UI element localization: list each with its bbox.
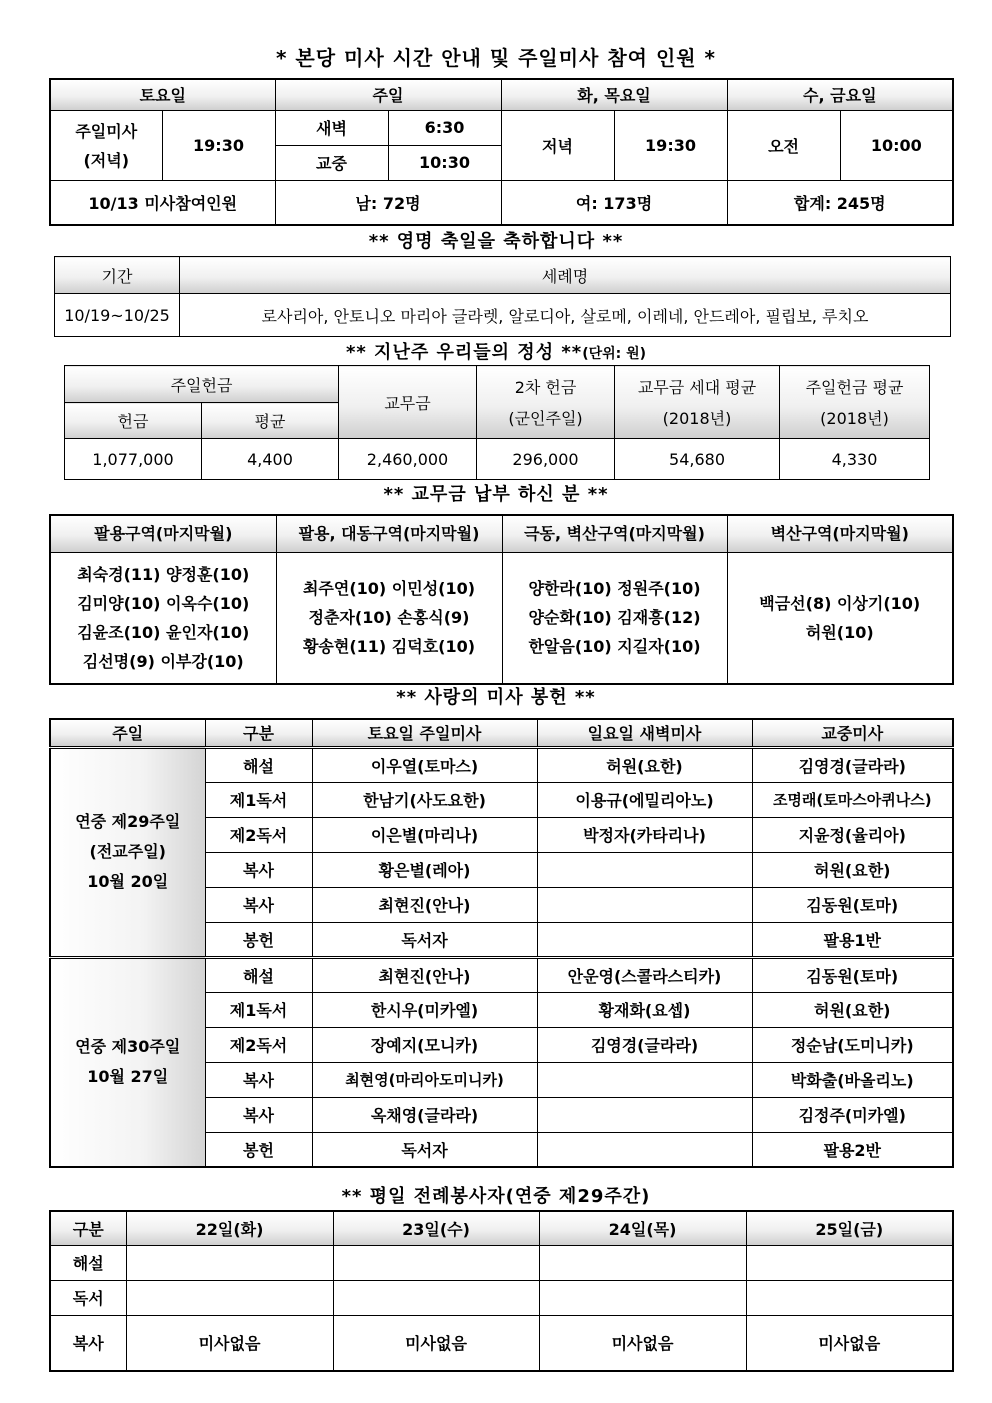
sat-cell: 최현진(안나): [312, 957, 537, 992]
weekday-header-day: 22일(화): [126, 1211, 333, 1245]
main-cell: 허원(요한): [752, 852, 953, 887]
payer-line: 김선명(9) 이부강(10): [82, 651, 244, 671]
district-payers: [276, 552, 502, 684]
sat-cell: 한시우(미카엘): [312, 992, 537, 1027]
dawn-cell: 허원(요한): [537, 747, 752, 782]
offering-heading-text: ** 지난주 우리들의 정성 **: [345, 342, 583, 363]
wed-fri-time: 10:00: [840, 110, 953, 180]
tue-thu-label: 저녁: [501, 110, 614, 180]
dawn-cell: [537, 852, 752, 887]
weekday-cell: [539, 1245, 746, 1280]
main-cell: 팔용2반: [752, 1132, 953, 1167]
sunday-offering-header: 주일헌금: [65, 366, 339, 403]
weekday-role: 해설: [50, 1245, 126, 1280]
role-cell: 복사: [205, 852, 312, 887]
dues-payers-heading: ** 교무금 납부 하신 분 **: [383, 484, 609, 505]
dawn-cell: 안운영(스콜라스티카): [537, 957, 752, 992]
weekday-header-day: 24일(목): [539, 1211, 746, 1245]
dues-header: 교무금: [339, 366, 477, 439]
week-label-line: 10월 27일: [87, 1067, 169, 1087]
role-cell: 제2독서: [205, 1027, 312, 1062]
payer-line: 한알음(10) 지길자(10): [528, 637, 701, 657]
main-cell: 김영경(글라라): [752, 747, 953, 782]
ministry-header-main: 교중미사: [752, 719, 953, 747]
weekday-header-day: 25일(금): [746, 1211, 953, 1245]
payer-line: 양순화(10) 김재흥(12): [528, 608, 701, 628]
sunday-dawn-time: 6:30: [388, 110, 501, 145]
cash-header: 헌금: [65, 403, 202, 439]
ministry-heading: ** 사랑의 미사 봉헌 **: [396, 687, 596, 708]
feast-period: 10/19~10/25: [55, 294, 180, 337]
role-cell: 해설: [205, 747, 312, 782]
ministry-header-dawn: 일요일 새벽미사: [537, 719, 752, 747]
role-cell: 복사: [205, 1062, 312, 1097]
saturday-label-line2: (저녁): [83, 151, 130, 170]
district-payers: [502, 552, 727, 684]
weekday-cell: [746, 1280, 953, 1315]
weekday-header-role: 구분: [50, 1211, 126, 1245]
sunday-dawn-label: 새벽: [275, 110, 388, 145]
district-header: 벽산구역(마지막월): [727, 515, 953, 552]
sat-cell: 최현진(안나): [312, 887, 537, 922]
offering-value: 2,460,000: [339, 439, 477, 480]
sat-cell: 옥채영(글라라): [312, 1097, 537, 1132]
sat-cell: 이은별(마리나): [312, 817, 537, 852]
dawn-cell: [537, 1097, 752, 1132]
sunday-avg-line2: (2018년): [820, 409, 889, 428]
main-cell: 김동원(토마): [752, 887, 953, 922]
sunday-avg-line1: 주일헌금 평균: [805, 378, 904, 397]
weekday-cell: 미사없음: [746, 1315, 953, 1371]
dawn-cell: 이용규(에밀리아노): [537, 782, 752, 817]
weekday-role: 독서: [50, 1280, 126, 1315]
weekday-header-day: 23일(수): [333, 1211, 539, 1245]
district-header: 팔용구역(마지막월): [50, 515, 276, 552]
sat-cell: 황은별(레아): [312, 852, 537, 887]
role-cell: 봉헌: [205, 922, 312, 957]
header-saturday: 토요일: [50, 79, 275, 110]
dawn-cell: 김영경(글라라): [537, 1027, 752, 1062]
weekday-role: 복사: [50, 1315, 126, 1371]
week-label: [50, 957, 205, 1167]
feast-heading: ** 영명 축일을 축하합니다 **: [368, 231, 624, 252]
sunday-main-time: 10:30: [388, 145, 501, 180]
weekday-cell: [333, 1280, 539, 1315]
dawn-cell: [537, 887, 752, 922]
dawn-cell: [537, 922, 752, 957]
offering-table: [64, 365, 930, 480]
weekday-cell: [126, 1280, 333, 1315]
weekday-cell: [539, 1280, 746, 1315]
offering-value: 54,680: [615, 439, 780, 480]
offering-heading: [0, 338, 992, 364]
payer-line: 백금선(8) 이상기(10): [759, 593, 921, 613]
average-header: 평균: [202, 403, 339, 439]
sat-cell: 최현영(마리아도미니카): [312, 1062, 537, 1097]
mass-schedule-table: [49, 78, 954, 226]
sat-cell: 독서자: [312, 1132, 537, 1167]
feast-names-header: 세례명: [180, 257, 951, 294]
week-label-line: 연중 제29주일: [75, 812, 181, 831]
header-tue-thu: 화, 목요일: [501, 79, 727, 110]
payer-line: 김윤조(10) 윤인자(10): [77, 622, 250, 642]
second-collection-line1: 2차 헌금: [514, 378, 577, 397]
sunday-avg-header: [780, 366, 930, 439]
week-label-line: 10월 20일: [87, 872, 169, 891]
weekday-table: [49, 1210, 954, 1372]
offering-value: 4,400: [202, 439, 339, 480]
dawn-cell: [537, 1062, 752, 1097]
dues-household-avg-header: [615, 366, 780, 439]
ministry-header-sat: 토요일 주일미사: [312, 719, 537, 747]
second-collection-header: [477, 366, 615, 439]
week-label: [50, 747, 205, 957]
attendance-male: 남: 72명: [275, 180, 501, 225]
attendance-total: 합계: 245명: [727, 180, 953, 225]
main-cell: 팔용1반: [752, 922, 953, 957]
weekday-cell: 미사없음: [539, 1315, 746, 1371]
payer-line: 최주연(10) 이민성(10): [302, 579, 476, 599]
week-label-line: 연중 제30주일: [75, 1037, 181, 1057]
payer-line: 최숙경(11) 양정훈(10): [77, 564, 250, 584]
dues-payers-table: [49, 514, 954, 685]
main-cell: 김동원(토마): [752, 957, 953, 992]
dawn-cell: 박정자(카타리나): [537, 817, 752, 852]
payer-line: 허원(10): [805, 622, 874, 642]
offering-value: 4,330: [780, 439, 930, 480]
ministry-table: [49, 718, 954, 1168]
tue-thu-time: 19:30: [614, 110, 727, 180]
saturday-label-line1: 주일미사: [75, 122, 138, 141]
feast-names: 로사리아, 안토니오 마리아 글라렛, 알로디아, 살로메, 이레네, 안드레아, 필립보, 루치오: [180, 294, 951, 337]
dawn-cell: 황재화(요셉): [537, 992, 752, 1027]
weekday-cell: 미사없음: [126, 1315, 333, 1371]
district-header: 팔용, 대동구역(마지막월): [276, 515, 502, 552]
payer-line: 정춘자(10) 손홍식(9): [308, 608, 470, 628]
second-collection-line2: (군인주일): [508, 409, 583, 428]
week-label-line: (전교주일): [89, 842, 166, 861]
district-payers: [727, 552, 953, 684]
main-cell: 정순남(도미니카): [752, 1027, 953, 1062]
ministry-header-week: 주일: [50, 719, 205, 747]
dues-household-avg-line2: (2018년): [662, 409, 732, 428]
sat-cell: 장예지(모니카): [312, 1027, 537, 1062]
role-cell: 제1독서: [205, 992, 312, 1027]
main-cell: 조명래(토마스아퀴나스): [752, 782, 953, 817]
page-title: * 본당 미사 시간 안내 및 주일미사 참여 인원 *: [275, 46, 717, 70]
offering-value: 1,077,000: [65, 439, 202, 480]
sat-cell: 독서자: [312, 922, 537, 957]
role-cell: 해설: [205, 957, 312, 992]
feast-period-header: 기간: [55, 257, 180, 294]
payer-line: 양한라(10) 정원주(10): [528, 579, 701, 599]
saturday-mass-time: 19:30: [162, 110, 275, 180]
main-cell: 허원(요한): [752, 992, 953, 1027]
offering-value: 296,000: [477, 439, 615, 480]
role-cell: 복사: [205, 1097, 312, 1132]
main-cell: 박화출(바올리노): [752, 1062, 953, 1097]
weekday-cell: [333, 1245, 539, 1280]
weekday-heading: ** 평일 전례봉사자(연중 제29주간): [341, 1186, 651, 1207]
sat-cell: 이우열(토마스): [312, 747, 537, 782]
weekday-cell: [126, 1245, 333, 1280]
main-cell: 김정주(미카엘): [752, 1097, 953, 1132]
weekday-cell: [746, 1245, 953, 1280]
attendance-label: 10/13 미사참여인원: [50, 180, 275, 225]
payer-line: 황송현(11) 김덕호(10): [302, 637, 476, 657]
role-cell: 제1독서: [205, 782, 312, 817]
role-cell: 봉헌: [205, 1132, 312, 1167]
dues-household-avg-line1: 교무금 세대 평균: [637, 378, 757, 397]
saturday-mass-label: [50, 110, 162, 180]
sat-cell: 한남기(사도요한): [312, 782, 537, 817]
sunday-main-label: 교중: [275, 145, 388, 180]
main-cell: 지윤정(율리아): [752, 817, 953, 852]
wed-fri-label: 오전: [727, 110, 840, 180]
offering-unit: (단위: 원): [582, 346, 647, 362]
ministry-header-role: 구분: [205, 719, 312, 747]
header-wed-fri: 수, 금요일: [727, 79, 953, 110]
district-payers: [50, 552, 276, 684]
district-header: 극동, 벽산구역(마지막월): [502, 515, 727, 552]
role-cell: 제2독서: [205, 817, 312, 852]
attendance-female: 여: 173명: [501, 180, 727, 225]
header-sunday: 주일: [275, 79, 501, 110]
dawn-cell: [537, 1132, 752, 1167]
role-cell: 복사: [205, 887, 312, 922]
weekday-cell: 미사없음: [333, 1315, 539, 1371]
feast-table: [54, 256, 951, 337]
payer-line: 김미양(10) 이옥수(10): [77, 593, 250, 613]
